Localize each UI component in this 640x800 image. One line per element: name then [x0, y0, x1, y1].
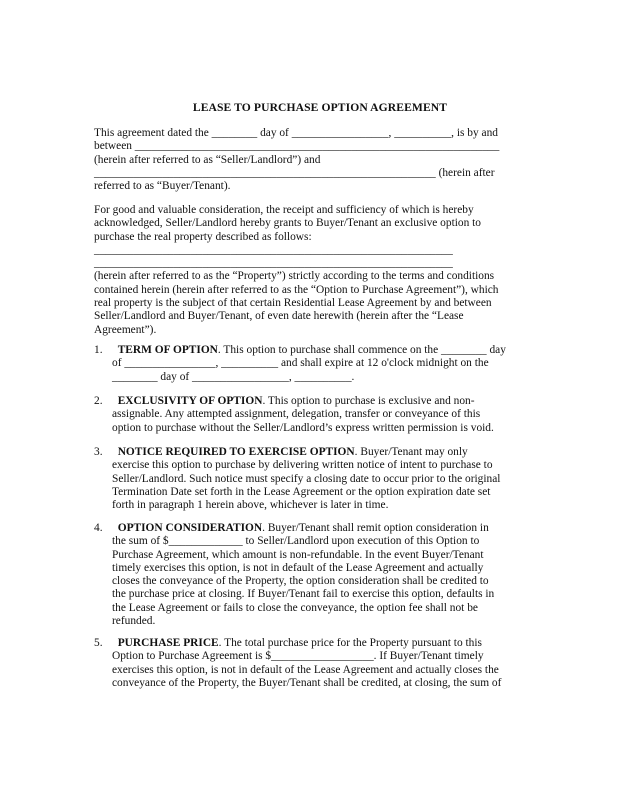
- intro-line: (herein after referred to as “Seller/Landlord”) and: [94, 153, 321, 166]
- section-line: Purchase Agreement, which amount is non-refundable. In the event Buyer/Tenant: [112, 548, 484, 561]
- section-heading: OPTION CONSIDERATION: [117, 522, 263, 534]
- consideration-line: (herein after referred to as the “Property”) strictly according to the terms and conditions: [94, 270, 495, 283]
- section-line: forth in paragraph 1 herein above, whichever is later in time.: [112, 499, 389, 512]
- document-title: LEASE TO PURCHASE OPTION AGREEMENT: [192, 101, 448, 114]
- consideration-line: _______________________________________________________________: [94, 243, 453, 256]
- section-line: conveyance of the Property, the Buyer/Tenant shall be credited, at closing, the sum of: [112, 676, 502, 689]
- section-line: Seller/Landlord. Such notice must specify a closing date to occur prior to the original: [112, 472, 501, 485]
- section-number: 2.: [94, 395, 103, 407]
- section-line: option to purchase without the Seller/Landlord’s express written permission is void.: [112, 421, 494, 434]
- consideration-line: Seller/Landlord and Buyer/Tenant, of even date herewith (herein after the “Lease: [94, 310, 464, 323]
- intro-line: This agreement dated the ________ day of _________________, __________, is by and: [94, 127, 498, 139]
- section-line: ________ day of _________________, __________.: [112, 370, 355, 383]
- section-heading: EXCLUSIVITY OF OPTION: [117, 395, 263, 407]
- section-line: exercises this option, is not in default of the Lease Agreement and actually closes the: [112, 663, 499, 676]
- section-line: the purchase price at closing. If Buyer/Tenant fail to exercise this option, defaults in: [112, 588, 495, 601]
- intro-paragraph: [94, 127, 554, 193]
- consideration-line: For good and valuable consideration, the receipt and sufficiency of which is hereby: [94, 204, 474, 216]
- consideration-line: contained herein (herein after referred to as the “Option to Purchase Agreement”), which: [94, 283, 499, 296]
- section-line: assignable. Any attempted assignment, delegation, transfer or conveyance of this: [112, 408, 481, 421]
- section-heading: PURCHASE PRICE: [117, 637, 219, 649]
- section-number: 5.: [94, 637, 103, 649]
- section-line: refunded.: [112, 615, 156, 628]
- intro-line: between ________________________________________________________________: [94, 140, 500, 153]
- section-line: of ________________, __________ and shall expire at 12 o'clock midnight on the: [112, 357, 489, 370]
- section-heading: TERM OF OPTION: [117, 344, 218, 356]
- section-line: timely exercises this option, is not in default of the Lease Agreement and actually: [112, 561, 484, 574]
- section-line: the Lease Agreement or fails to close the conveyance, the option fee shall not be: [112, 601, 478, 614]
- consideration-line: acknowledged, Seller/Landlord hereby grants to Buyer/Tenant an exclusive option to: [94, 217, 482, 230]
- consideration-paragraph: [94, 204, 554, 337]
- section-first-line: . Buyer/Tenant shall remit option consideration in: [262, 522, 489, 534]
- section-number: 1.: [94, 344, 103, 356]
- section-number: 4.: [94, 522, 103, 534]
- section-heading: NOTICE REQUIRED TO EXERCISE OPTION: [117, 446, 355, 458]
- section-first-line: . The total purchase price for the Property pursuant to this: [218, 637, 482, 649]
- section-line: closes the conveyance of the Property, the option consideration shall be credited to: [112, 575, 489, 588]
- consideration-line: _______________________________________________________________: [94, 257, 453, 270]
- section-line: Option to Purchase Agreement is $__________________. If Buyer/Tenant timely: [112, 650, 484, 663]
- section-line: exercise this option to purchase by delivering written notice of intent to purchase to: [112, 459, 493, 472]
- intro-line: referred to as “Buyer/Tenant).: [94, 180, 231, 193]
- consideration-line: Agreement”).: [94, 323, 157, 336]
- section-first-line: . This option to purchase shall commence on the ________ day: [217, 344, 506, 356]
- intro-line: ____________________________________________________________ (herein after: [94, 166, 495, 179]
- section-first-line: . This option to purchase is exclusive and non-: [262, 395, 475, 407]
- section-number: 3.: [94, 446, 103, 458]
- consideration-line: real property is the subject of that certain Residential Lease Agreement by and between: [94, 297, 492, 310]
- section-first-line: . Buyer/Tenant may only: [354, 446, 468, 458]
- section-line: the sum of $_____________ to Seller/Landlord upon execution of this Option to: [112, 535, 480, 548]
- consideration-line: purchase the real property described as follows:: [94, 230, 312, 243]
- section-line: Termination Date set forth in the Lease Agreement or the option expiration date set: [112, 485, 491, 498]
